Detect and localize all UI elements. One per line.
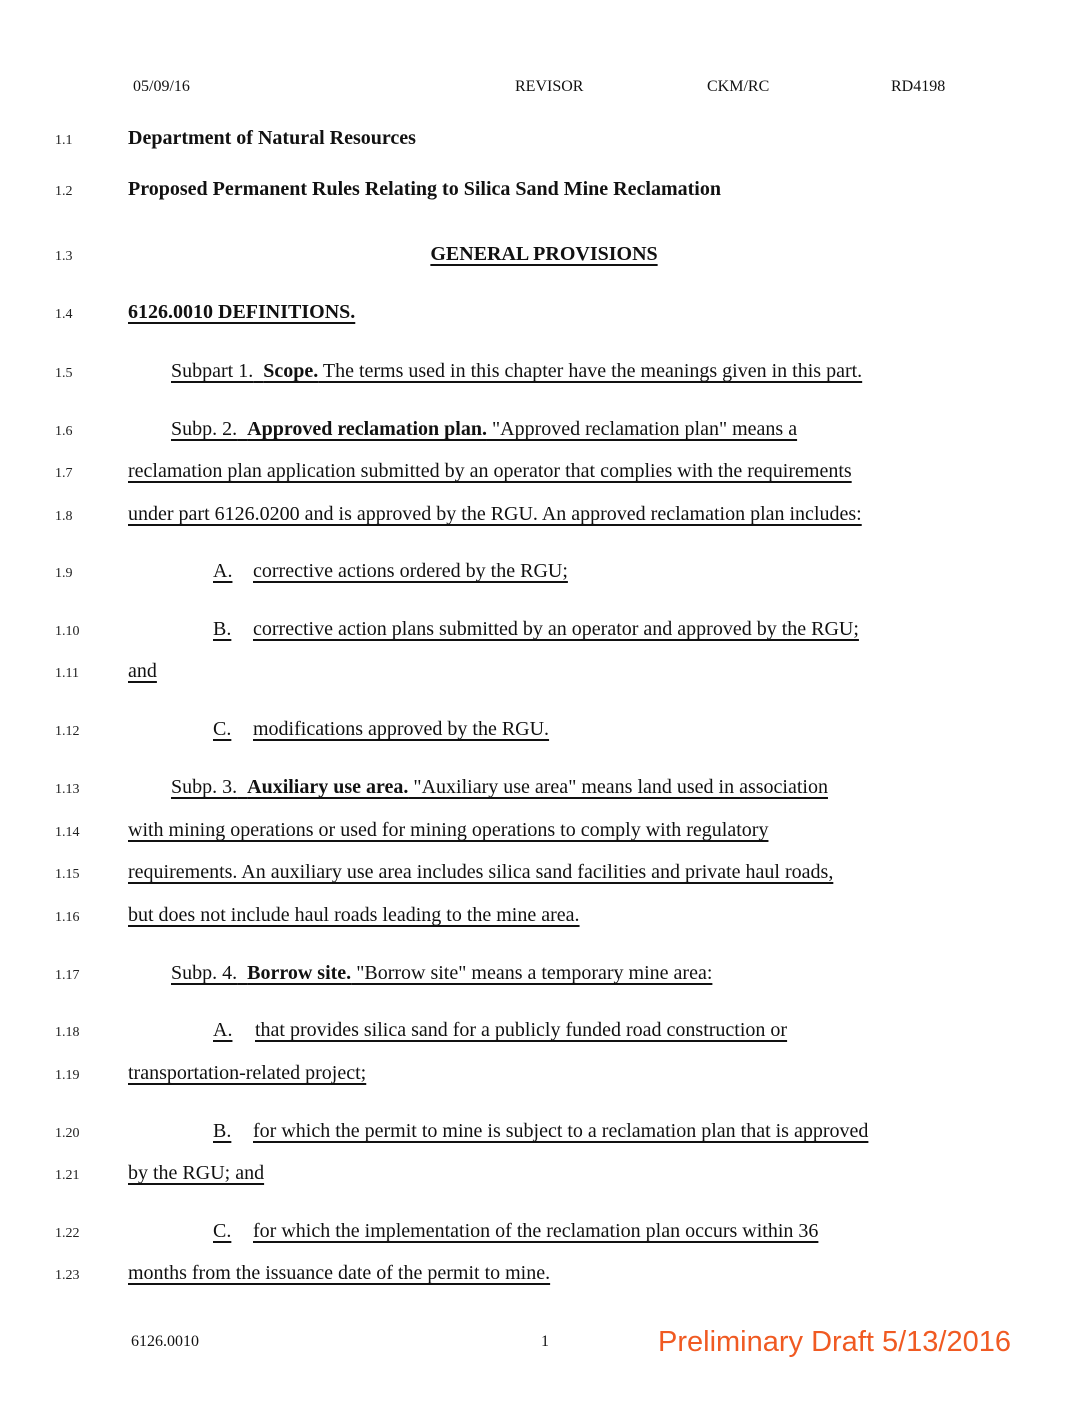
line-number: 1.8	[55, 509, 73, 524]
line-number: 1.23	[55, 1268, 80, 1283]
line-number: 1.19	[55, 1068, 80, 1083]
line-number: 1.2	[55, 184, 73, 199]
line-number: 1.3	[55, 249, 73, 264]
line-number: 1.15	[55, 867, 80, 882]
line-number: 1.12	[55, 724, 80, 739]
definition-text: The terms used in this chapter have the meanings given in this part.	[318, 360, 863, 382]
header-office: REVISOR	[515, 78, 584, 95]
body-line: but does not include haul roads leading to the mine area.	[128, 904, 580, 926]
line-number: 1.7	[55, 466, 73, 481]
body-line: transportation-related project;	[128, 1062, 367, 1084]
subpart-line	[171, 417, 797, 441]
subpart-line	[171, 775, 828, 799]
line-number: 1.5	[55, 366, 73, 381]
section-heading: GENERAL PROVISIONS	[430, 243, 658, 265]
line-number: 1.17	[55, 968, 80, 983]
item-text: corrective action plans submitted by an operator and approved by the RGU;	[253, 618, 859, 640]
definition-text: "Auxiliary use area" means land used in association	[408, 776, 828, 798]
item-label: B.	[213, 1120, 232, 1142]
subpart-label: Subp. 4.	[171, 962, 238, 984]
line-number: 1.14	[55, 825, 80, 840]
item-text: for which the implementation of the reclamation plan occurs within 36	[253, 1220, 819, 1242]
body-line: requirements. An auxiliary use area includes silica sand facilities and private haul roads,	[128, 861, 834, 883]
page-number: 1	[541, 1333, 549, 1350]
defined-term: Approved reclamation plan.	[247, 418, 487, 440]
line-number: 1.6	[55, 424, 73, 439]
line-number: 1.18	[55, 1025, 80, 1040]
line-number: 1.21	[55, 1168, 80, 1183]
defined-term: Auxiliary use area.	[247, 776, 409, 798]
defined-term: Borrow site.	[247, 962, 352, 984]
subpart-label: Subp. 2.	[171, 418, 238, 440]
part-heading: 6126.0010 DEFINITIONS.	[128, 301, 356, 323]
body-line: with mining operations or used for mining operations to comply with regulatory	[128, 819, 769, 841]
draft-watermark: Preliminary Draft 5/13/2016	[658, 1326, 1011, 1358]
footer-section: 6126.0010	[131, 1333, 199, 1350]
body-line: by the RGU; and	[128, 1162, 265, 1184]
item-text: that provides silica sand for a publicly funded road construction or	[255, 1019, 788, 1041]
line-number: 1.22	[55, 1226, 80, 1241]
agency-title: Department of Natural Resources	[128, 127, 416, 149]
header-date: 05/09/16	[133, 78, 190, 95]
rule-title: Proposed Permanent Rules Relating to Silica Sand Mine Reclamation	[128, 178, 721, 200]
line-number: 1.1	[55, 133, 73, 148]
item-label: B.	[213, 618, 232, 640]
subpart-label: Subp. 3.	[171, 776, 238, 798]
body-line: under part 6126.0200 and is approved by the RGU. An approved reclamation plan includes:	[128, 503, 862, 525]
header-initials: CKM/RC	[707, 78, 770, 95]
item-text: corrective actions ordered by the RGU;	[253, 560, 568, 582]
line-number: 1.4	[55, 307, 73, 322]
definition-text: "Approved reclamation plan" means a	[486, 418, 798, 440]
definition-text: "Borrow site" means a temporary mine area:	[351, 962, 713, 984]
line-number: 1.10	[55, 624, 80, 639]
body-line: reclamation plan application submitted by an operator that complies with the requirements	[128, 460, 852, 482]
line-number: 1.20	[55, 1126, 80, 1141]
item-label: C.	[213, 1220, 232, 1242]
item-label: A.	[213, 1019, 233, 1041]
subpart-line	[171, 359, 862, 383]
line-number: 1.9	[55, 566, 73, 581]
line-number: 1.11	[55, 666, 79, 681]
body-line: months from the issuance date of the permit to mine.	[128, 1262, 551, 1284]
item-text: for which the permit to mine is subject to a reclamation plan that is approved	[253, 1120, 869, 1142]
subpart-line	[171, 961, 712, 985]
defined-term: Scope.	[263, 360, 319, 382]
item-label: C.	[213, 718, 232, 740]
item-text: modifications approved by the RGU.	[253, 718, 550, 740]
subpart-label: Subpart 1.	[171, 360, 254, 382]
item-label: A.	[213, 560, 233, 582]
line-number: 1.13	[55, 782, 80, 797]
line-number: 1.16	[55, 910, 80, 925]
body-line: and	[128, 660, 157, 682]
header-doc-id: RD4198	[891, 78, 946, 95]
